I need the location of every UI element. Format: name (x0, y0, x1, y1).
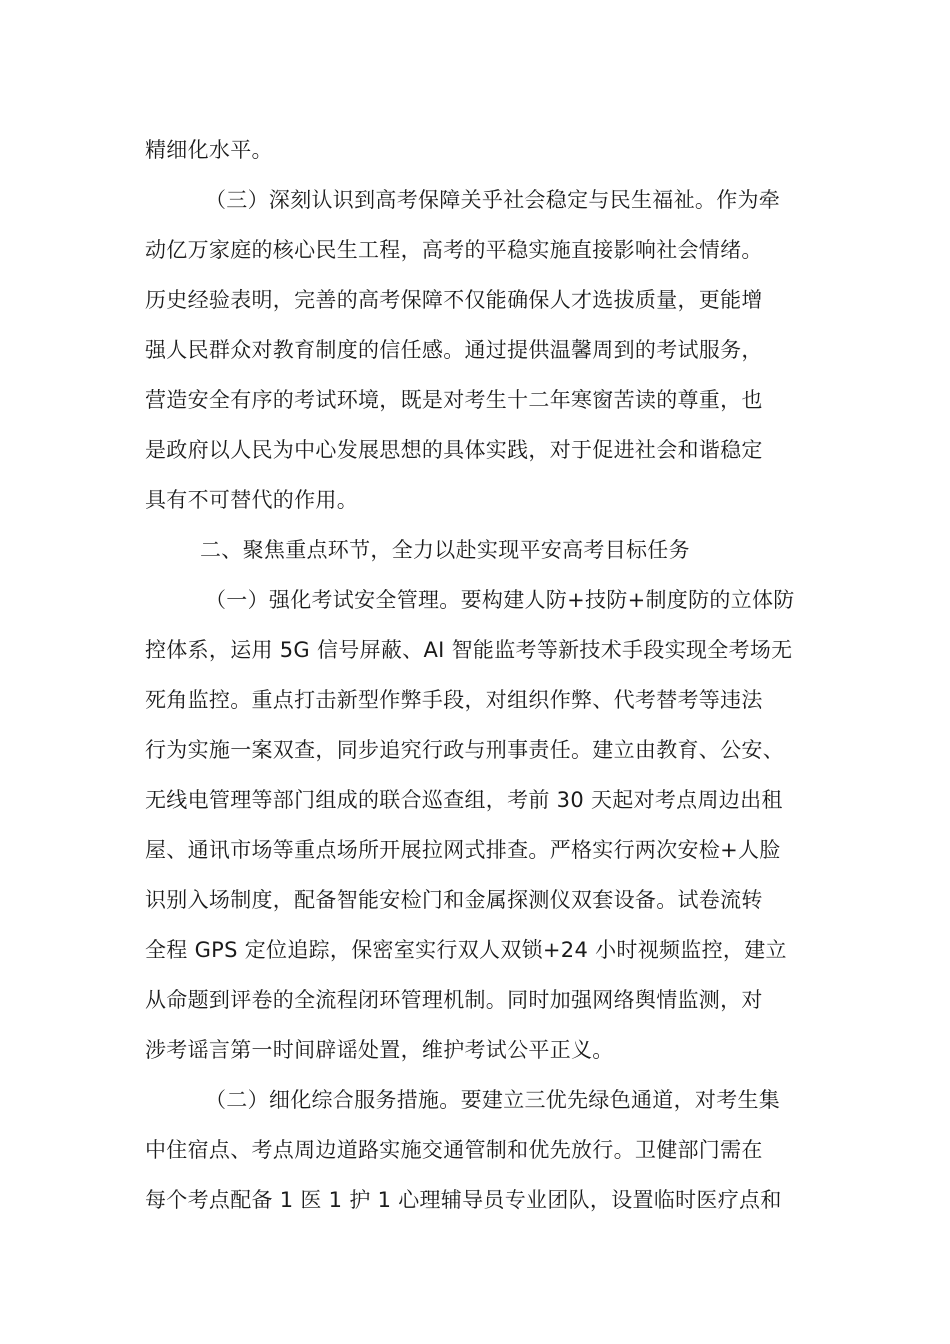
text-line: 无线电管理等部门组成的联合巡查组，考前 30 天起对考点周边出租 (145, 788, 783, 812)
text-line: 强人民群众对教育制度的信任感。通过提供温馨周到的考试服务， (145, 338, 763, 362)
text-line: 动亿万家庭的核心民生工程，高考的平稳实施直接影响社会情绪。 (145, 238, 763, 262)
text-line: 营造安全有序的考试环境，既是对考生十二年寒窗苦读的尊重，也 (145, 388, 763, 412)
text-line: 控体系，运用 5G 信号屏蔽、AI 智能监考等新技术手段实现全考场无 (145, 638, 793, 662)
text-line: 中住宿点、考点周边道路实施交通管制和优先放行。卫健部门需在 (145, 1138, 763, 1162)
text-line: 死角监控。重点打击新型作弊手段，对组织作弊、代考替考等违法 (145, 688, 763, 712)
paragraph-first-line: （一）强化考试安全管理。要构建人防+技防+制度防的立体防 (205, 588, 795, 612)
text-line: 历史经验表明，完善的高考保障不仅能确保人才选拔质量，更能增 (145, 288, 763, 312)
text-line: 具有不可替代的作用。 (145, 488, 358, 512)
paragraph-first-line: （三）深刻认识到高考保障关乎社会稳定与民生福祉。作为牵 (205, 188, 781, 212)
text-line: 屋、通讯市场等重点场所开展拉网式排查。严格实行两次安检+人脸 (145, 838, 781, 862)
text-line: 每个考点配备 1 医 1 护 1 心理辅导员专业团队，设置临时医疗点和 (145, 1188, 782, 1212)
text-line: 识别入场制度，配备智能安检门和金属探测仪双套设备。试卷流转 (145, 888, 763, 912)
text-line: 精细化水平。 (145, 138, 273, 162)
section-heading: 二、聚焦重点环节，全力以赴实现平安高考目标任务 (200, 538, 690, 562)
text-line: 全程 GPS 定位追踪，保密室实行双人双锁+24 小时视频监控，建立 (145, 938, 787, 962)
text-line: 从命题到评卷的全流程闭环管理机制。同时加强网络舆情监测，对 (145, 988, 763, 1012)
text-line: 是政府以人民为中心发展思想的具体实践，对于促进社会和谐稳定 (145, 438, 763, 462)
text-line: 涉考谣言第一时间辟谣处置，维护考试公平正义。 (145, 1038, 614, 1062)
paragraph-first-line: （二）细化综合服务措施。要建立三优先绿色通道，对考生集 (205, 1088, 781, 1112)
text-line: 行为实施一案双查，同步追究行政与刑事责任。建立由教育、公安、 (145, 738, 784, 762)
